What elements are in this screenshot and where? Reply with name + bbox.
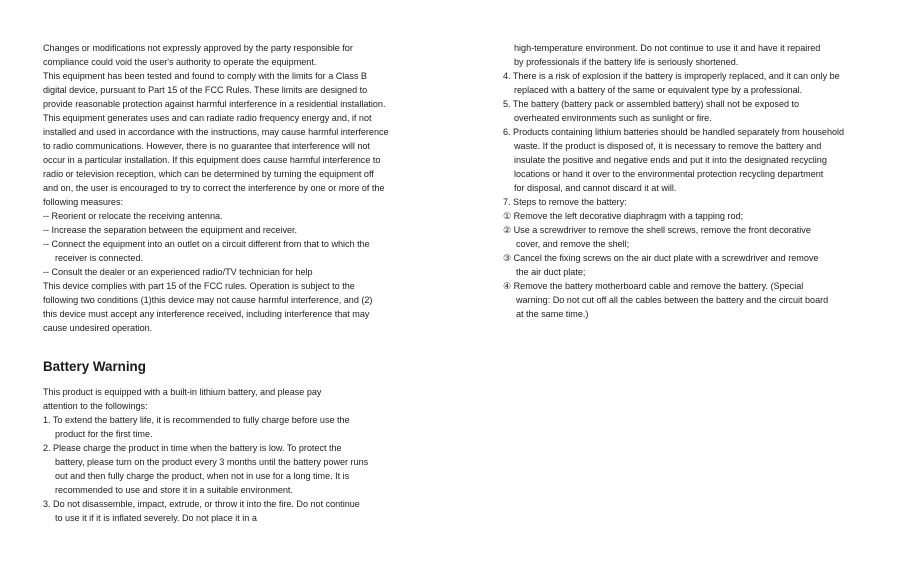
battery-list-continuation: battery, please turn on the product every 3 months until the battery power runs: [55, 457, 369, 467]
battery-list-continuation: to use it if it is inflated severely. Do not place it in a: [55, 513, 257, 523]
fcc-line: This equipment generates uses and can radiate radio frequency energy and, if not: [43, 113, 372, 123]
battery-list-item: 3. Do not disassemble, impact, extrude, or throw it into the fire. Do not continue: [43, 499, 360, 509]
battery-list-continuation: product for the first time.: [55, 429, 153, 439]
battery-list-continuation: by professionals if the battery life is seriously shortened.: [514, 57, 739, 67]
battery-list-continuation: for disposal, and cannot discard it at will.: [514, 183, 677, 193]
fcc-line: installed and used in accordance with the instructions, may cause harmful interference: [43, 127, 389, 137]
battery-list-item: 4. There is a risk of explosion if the battery is improperly replaced, and it can only be: [503, 71, 840, 81]
removal-step: ② Use a screwdriver to remove the shell screws, remove the front decorative: [503, 225, 811, 235]
battery-list-item: 1. To extend the battery life, it is recommended to fully charge before use the: [43, 415, 350, 425]
removal-step-continuation: cover, and remove the shell;: [516, 239, 630, 249]
fcc-line: Changes or modifications not expressly approved by the party responsible for: [43, 43, 353, 53]
fcc-line: provide reasonable protection against harmful interference in a residential installation.: [43, 99, 386, 109]
fcc-line: following two conditions (1)this device may not cause harmful interference, and (2): [43, 295, 373, 305]
fcc-measure-item: -- Connect the equipment into an outlet on a circuit different from that to which the: [43, 239, 370, 249]
fcc-line: and on, the user is encouraged to try to correct the interference by one or more of the: [43, 183, 385, 193]
battery-list-continuation: replaced with a battery of the same or equivalent type by a professional.: [514, 85, 803, 95]
fcc-line: radio or television reception, which can be determined by turning the equipment off: [43, 169, 374, 179]
battery-list-item: 2. Please charge the product in time when the battery is low. To protect the: [43, 443, 342, 453]
fcc-line: cause undesired operation.: [43, 323, 153, 333]
removal-step-continuation: at the same time.): [516, 309, 589, 319]
fcc-line: This device complies with part 15 of the FCC rules. Operation is subject to the: [43, 281, 355, 291]
fcc-line: occur in a particular installation. If this equipment does cause harmful interference to: [43, 155, 381, 165]
removal-step: ③ Cancel the fixing screws on the air duct plate with a screwdriver and remove: [503, 253, 819, 263]
fcc-measure-item: -- Reorient or relocate the receiving antenna.: [43, 211, 223, 221]
battery-list-continuation: waste. If the product is disposed of, it is necessary to remove the battery and: [514, 141, 822, 151]
battery-list-continuation: insulate the positive and negative ends and put it into the designated recycling: [514, 155, 827, 165]
battery-list-item: 7. Steps to remove the battery:: [503, 197, 627, 207]
battery-list-item: 5. The battery (battery pack or assembled battery) shall not be exposed to: [503, 99, 800, 109]
battery-list-continuation: locations or hand it over to the environmental protection recycling department: [514, 169, 824, 179]
battery-warning-heading: Battery Warning: [43, 359, 146, 374]
fcc-line: digital device, pursuant to Part 15 of the FCC Rules. These limits are designed to: [43, 85, 368, 95]
fcc-line: following measures:: [43, 197, 123, 207]
fcc-line: This equipment has been tested and found to comply with the limits for a Class B: [43, 71, 367, 81]
fcc-line: compliance could void the user's authority to operate the equipment.: [43, 57, 317, 67]
fcc-measure-item: -- Consult the dealer or an experienced radio/TV technician for help: [43, 267, 313, 277]
removal-step-continuation: warning: Do not cut off all the cables between the battery and the circuit board: [516, 295, 829, 305]
removal-step: ④ Remove the battery motherboard cable and remove the battery. (Special: [503, 281, 804, 291]
battery-list-continuation: recommended to use and store it in a suitable environment.: [55, 485, 293, 495]
removal-step: ① Remove the left decorative diaphragm with a tapping rod;: [503, 211, 744, 221]
battery-intro-line: This product is equipped with a built-in lithium battery, and please pay: [43, 387, 322, 397]
fcc-line: this device must accept any interference received, including interference that may: [43, 309, 370, 319]
battery-list-continuation: overheated environments such as sunlight or fire.: [514, 113, 712, 123]
fcc-measure-item: -- Increase the separation between the equipment and receiver.: [43, 225, 298, 235]
fcc-line: to radio communications. However, there is no guarantee that interference will not: [43, 141, 370, 151]
battery-intro-line: attention to the followings:: [43, 401, 148, 411]
removal-step-continuation: the air duct plate;: [516, 267, 586, 277]
battery-list-item: 6. Products containing lithium batteries should be handled separately from household: [503, 127, 845, 137]
battery-list-continuation: high-temperature environment. Do not continue to use it and have it repaired: [514, 43, 821, 53]
fcc-measure-continuation: receiver is connected.: [55, 253, 144, 263]
battery-list-continuation: out and then fully charge the product, when not in use for a long time. It is: [55, 471, 350, 481]
